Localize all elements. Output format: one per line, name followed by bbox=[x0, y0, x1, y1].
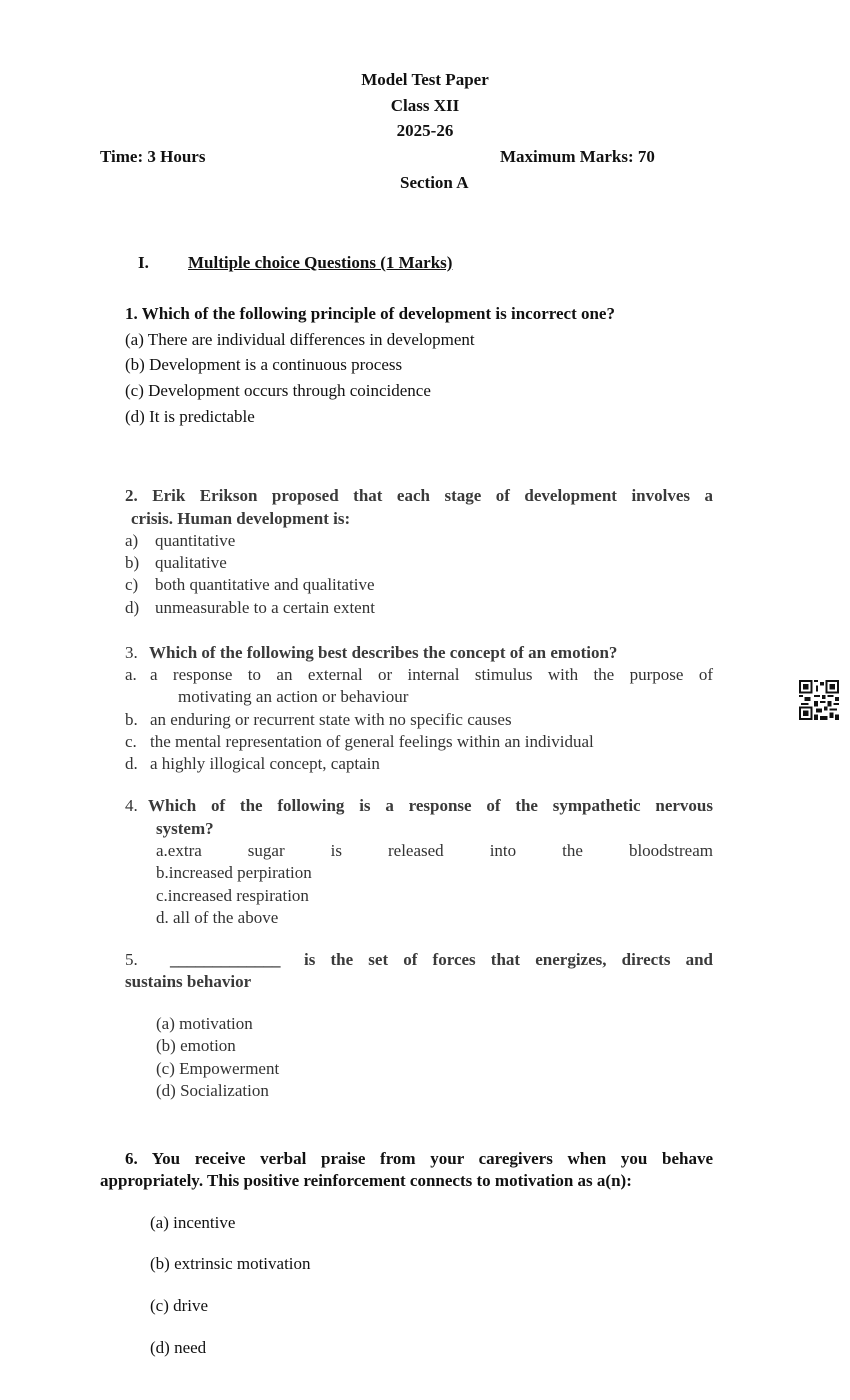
section-heading: Section A bbox=[400, 173, 469, 192]
question-2-option-a: quantitative bbox=[155, 531, 236, 550]
question-3-letter-a: a. bbox=[125, 665, 137, 684]
question-6-text-line-1: 6. You receive verbal praise from your caregivers when you behave bbox=[125, 1149, 713, 1168]
question-3-option-a-line-1: a response to an external or internal stimulus with the purpose of bbox=[150, 665, 713, 684]
question-3-letter-b: b. bbox=[125, 710, 138, 729]
session-year: 2025-26 bbox=[396, 121, 454, 140]
question-5-option-a: (a) motivation bbox=[156, 1014, 253, 1033]
question-2-option-c: both quantitative and qualitative bbox=[155, 575, 375, 594]
part-numeral: I. bbox=[138, 253, 149, 272]
time-allowed: Time: 3 Hours bbox=[100, 147, 206, 166]
question-4-option-d: d. all of the above bbox=[156, 908, 279, 927]
class-name: Class XII bbox=[390, 96, 460, 115]
question-1-option-c: (c) Development occurs through coincidence bbox=[125, 381, 431, 400]
question-5-blank: _____________ bbox=[170, 950, 281, 969]
question-4-text-line-1: Which of the following is a response of the sympathetic nervous bbox=[148, 796, 713, 815]
question-3-letter-c: c. bbox=[125, 732, 137, 751]
question-1-option-b: (b) Development is a continuous process bbox=[125, 355, 403, 374]
question-3-number: 3. bbox=[125, 643, 138, 662]
question-5-text-line-2: sustains behavior bbox=[125, 972, 252, 991]
question-4-option-b: b.increased perpiration bbox=[156, 863, 312, 882]
question-3-letter-d: d. bbox=[125, 754, 138, 773]
question-2-letter-c: c) bbox=[125, 575, 139, 594]
maximum-marks: Maximum Marks: 70 bbox=[500, 147, 655, 166]
question-6-option-a: (a) incentive bbox=[150, 1213, 236, 1232]
question-5-option-c: (c) Empowerment bbox=[156, 1059, 280, 1078]
question-5-number: 5. bbox=[125, 950, 138, 969]
question-6-option-c: (c) drive bbox=[150, 1296, 209, 1315]
question-3-option-c: the mental representation of general feelings within an individual bbox=[150, 732, 594, 751]
question-3-option-a-line-2: motivating an action or behaviour bbox=[178, 687, 409, 706]
question-3-text: Which of the following best describes the concept of an emotion? bbox=[149, 643, 618, 662]
question-5-option-b: (b) emotion bbox=[156, 1036, 236, 1055]
question-2-text-line-2: crisis. Human development is: bbox=[131, 509, 351, 528]
question-4-number: 4. bbox=[125, 796, 138, 815]
question-5-text-line-1: is the set of forces that energizes, directs and bbox=[304, 950, 713, 969]
part-title: Multiple choice Questions (1 Marks) bbox=[188, 253, 453, 272]
question-5-option-d: (d) Socialization bbox=[156, 1081, 269, 1100]
question-3-option-d: a highly illogical concept, captain bbox=[150, 754, 380, 773]
paper-title: Model Test Paper bbox=[361, 70, 489, 89]
question-1-text: 1. Which of the following principle of development is incorrect one? bbox=[125, 304, 615, 323]
question-4-option-c: c.increased respiration bbox=[156, 886, 309, 905]
question-4-option-a: a.extra sugar is released into the bloodstream bbox=[156, 841, 713, 860]
question-2-option-b: qualitative bbox=[155, 553, 227, 572]
qr-code bbox=[799, 680, 839, 720]
question-2-option-d: unmeasurable to a certain extent bbox=[155, 598, 375, 617]
question-6-option-d: (d) need bbox=[150, 1338, 207, 1357]
question-2-letter-a: a) bbox=[125, 531, 139, 550]
question-2-text-line-1: 2. Erik Erikson proposed that each stage of development involves a bbox=[125, 486, 713, 505]
question-2-letter-b: b) bbox=[125, 553, 140, 572]
question-3-option-b: an enduring or recurrent state with no specific causes bbox=[150, 710, 512, 729]
question-6-option-b: (b) extrinsic motivation bbox=[150, 1254, 311, 1273]
question-4-text-line-2: system? bbox=[156, 819, 214, 838]
question-1-option-a: (a) There are individual differences in development bbox=[125, 330, 475, 349]
question-2-letter-d: d) bbox=[125, 598, 140, 617]
question-6-text-line-2: appropriately. This positive reinforcement connects to motivation as a(n): bbox=[100, 1171, 632, 1190]
question-1-option-d: (d) It is predictable bbox=[125, 407, 255, 426]
